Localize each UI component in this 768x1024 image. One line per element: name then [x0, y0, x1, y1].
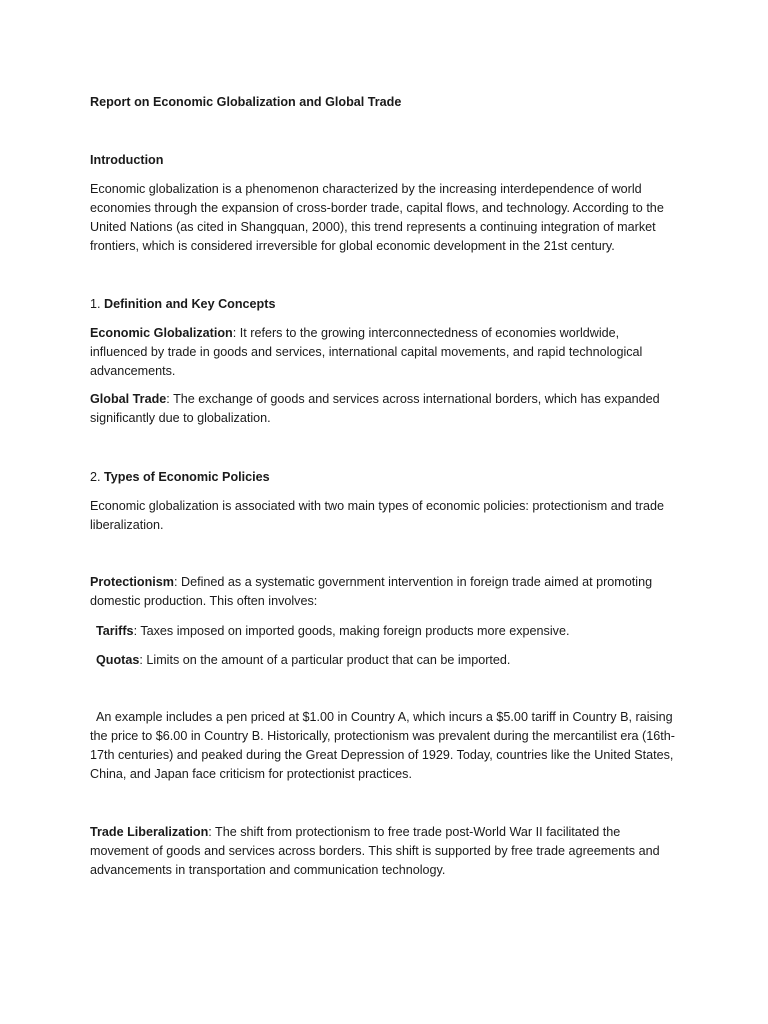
tariffs-text: : Taxes imposed on imported goods, making foreign products more expensive.: [133, 624, 570, 638]
section-2-heading: [90, 468, 680, 487]
economic-globalization-definition: [90, 324, 680, 381]
tariffs-item: [96, 622, 686, 641]
trade-liberalization-definition: [90, 823, 680, 880]
protectionism-text: : Defined as a systematic government intervention in foreign trade aimed at promoting domestic production. This often involves:: [90, 575, 653, 608]
section-1-heading: [90, 295, 680, 314]
section-1-title: Definition and Key Concepts: [104, 297, 276, 311]
quotas-term: Quotas: [96, 653, 140, 667]
introduction-paragraph: Economic globalization is a phenomenon characterized by the increasing interdependence of world economies through the expansion of cross-border trade, capital flows, and technology. According to the United Nations (as cited in Shangquan, 2000), this trend represents a continuing integration of market frontiers, which is considered irreversible for global economic development in the 21st century.: [90, 182, 664, 253]
protectionism-term: Protectionism: [90, 575, 174, 589]
protectionism-definition: [90, 573, 680, 611]
section-1-number: 1.: [90, 297, 105, 311]
economic-globalization-term: Economic Globalization: [90, 326, 233, 340]
tariffs-term: Tariffs: [96, 624, 134, 638]
global-trade-definition: [90, 390, 680, 428]
trade-liberalization-text: : The shift from protectionism to free trade post-World War II facilitated the movement of goods and services across borders. This shift is supported by free trade agreements and advancements in transportation and communication technology.: [90, 825, 660, 877]
protectionism-example: An example includes a pen priced at $1.00 in Country A, which incurs a $5.00 tariff in Country B, raising the price to $6.00 in Country B. Historically, protectionism was prevalent during the mercantilist era (16th-17th centuries) and peaked during the Great Depression of 1929. Today, countries like the United States, China, and Japan face criticism for protectionist practices.: [90, 710, 675, 781]
global-trade-term: Global Trade: [90, 392, 167, 406]
economic-globalization-text: : It refers to the growing interconnectedness of economies worldwide, influenced by trade in goods and services, international capital movements, and rapid technological advancements.: [90, 326, 643, 378]
introduction-heading: Introduction: [90, 153, 164, 167]
section-2-title: Types of Economic Policies: [104, 470, 270, 484]
trade-liberalization-term: Trade Liberalization: [90, 825, 209, 839]
section-2-intro: Economic globalization is associated with two main types of economic policies: protectionism and trade liberalization.: [90, 499, 664, 532]
global-trade-text: : The exchange of goods and services across international borders, which has expanded significantly due to globalization.: [90, 392, 660, 425]
document-title: Report on Economic Globalization and Global Trade: [90, 95, 402, 109]
quotas-text: : Limits on the amount of a particular product that can be imported.: [139, 653, 511, 667]
quotas-item: [96, 651, 686, 670]
section-2-number: 2.: [90, 470, 105, 484]
